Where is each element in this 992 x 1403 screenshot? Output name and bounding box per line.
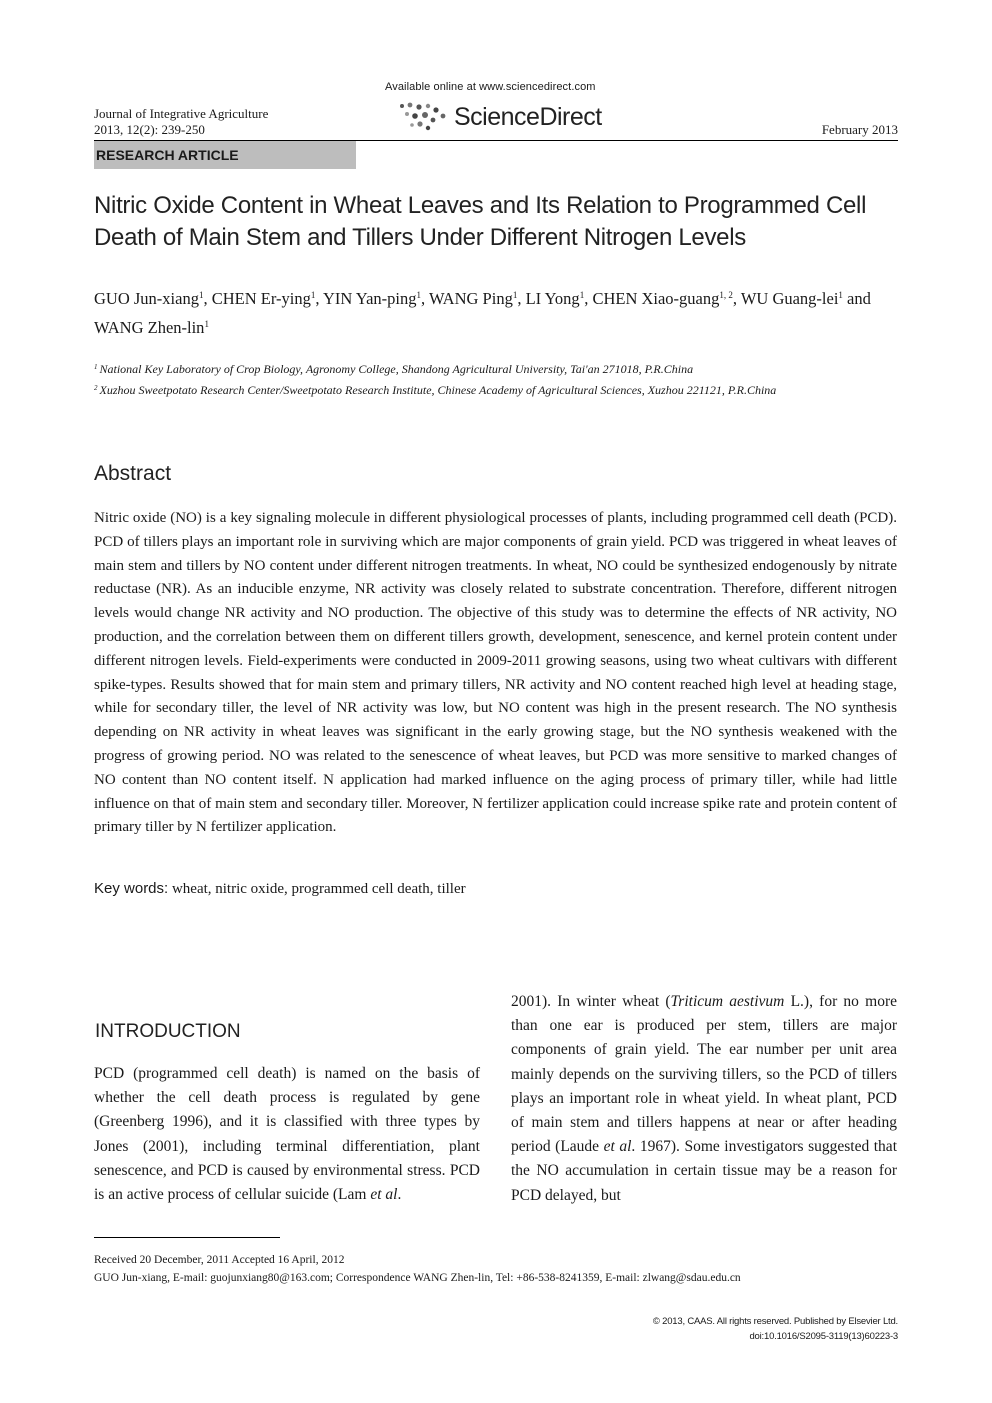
author-name: WU Guang-lei — [740, 289, 839, 308]
copyright-notice: © 2013, CAAS. All rights reserved. Published by Elsevier Ltd. — [652, 1316, 898, 1327]
author-name: CHEN Er-ying — [211, 289, 311, 308]
introduction-left-column — [94, 1062, 480, 1207]
text-run: PCD (programmed cell death) is named on the basis of whether the cell death process is regulated by gene (Greenberg 1996), and it is classified with three types by Jones (2001), including terminal differentiation, plant senescence, and PCD is caused by environmental stress. PCD is an active process of cellular suicide (Lam — [94, 1065, 480, 1204]
article-title: Nitric Oxide Content in Wheat Leaves and Its Relation to Programmed Cell Death of Main Stem and Tillers Under Different Nitrogen Levels — [94, 192, 867, 251]
affiliation-number: 2 — [94, 384, 98, 392]
affiliation-text: Xuzhou Sweetpotato Research Center/Sweetpotato Research Institute, Chinese Academy of Agricultural Sciences, Xuzhou 221121, P.R.China — [99, 383, 777, 397]
author-affiliation-mark: 1 — [198, 290, 204, 300]
author-name: CHEN Xiao-guang — [592, 289, 720, 308]
author-affiliation-mark: 1, 2 — [719, 290, 733, 300]
affiliation-1 — [94, 362, 900, 377]
author-affiliation-mark: 1 — [204, 319, 209, 329]
author-name: WANG Ping — [428, 289, 513, 308]
introduction-heading: INTRODUCTION — [95, 1021, 241, 1042]
abstract-text: Nitric oxide (NO) is a key signaling molecule in different physiological processes of plants, including programmed cell death (PCD). PCD of tillers plays an important role in surviving which are major components of grain yield. PCD was triggered in wheat leaves of main stem and tillers by NO content under different nitrogen treatments. In wheat, NO could be synthesized endogenously by nitrate reductase (NR). As an inducible enzyme, NR activity was closely related to substrate concentration. Therefore, different nitrogen levels would change NR activity and NO production. The objective of this study was to determine the effects of NR activity, NO production, and the correlation between them on different tillers growth, development, senescence, and kernel protein content under different nitrogen levels. Field-experiments were conducted in 2009-2011 growing seasons, using two wheat cultivars with different spike-types. Results showed that for main stem and primary tillers, NR activity and NO content reached high level at heading stage, while for secondary tiller, the level of NR activity was low, but NO content was high in the present research. The NO synthesis depending on NR activity in wheat leaves was significant in the early growing stage, but the NO synthesis weakened with the progress of growing period. NO was related to the senescence of wheat leaves, but PCD was more sensitive to marked changes of NO content than NO content itself. N application had marked influence on the aging process of primary tiller, while had little influence on that of main stem and secondary tiller. Moreover, N fertilizer application could increase spike rate and protein content of primary tiller by N fertilizer application. — [94, 510, 897, 836]
keywords-list: wheat, nitric oxide, programmed cell death, tiller — [171, 881, 466, 897]
introduction-right-column — [511, 990, 897, 1208]
text-run: . — [397, 1186, 402, 1204]
article-type-banner — [94, 141, 356, 169]
journal-citation — [94, 106, 268, 138]
italic-text: et al — [603, 1138, 632, 1156]
author-affiliation-mark: 1 — [579, 290, 585, 300]
keywords-label: Key words: — [94, 880, 169, 897]
author-name: LI Yong — [525, 289, 580, 308]
article-type-label: RESEARCH ARTICLE — [96, 147, 239, 163]
sciencedirect-dots-icon — [398, 101, 448, 133]
journal-name: Journal of Integrative Agriculture — [94, 106, 269, 121]
doi: doi:10.1016/S2095-3119(13)60223-3 — [749, 1331, 898, 1342]
author-list: GUO Jun-xiang$^1$, CHEN Er-ying$^1$, YIN Yan-ping$^1$, WANG Ping$^1$, LI Yong$^1$, CHEN Xiao-guang$^{1, 2}$, WU Guang-lei$^1$ and WANG Zhen-lin$^1$ — [94, 289, 871, 337]
abstract-heading: Abstract — [94, 462, 172, 485]
sciencedirect-logo[interactable] — [398, 100, 602, 134]
keywords — [94, 880, 466, 898]
author-affiliation-mark: 1 — [310, 290, 316, 300]
affiliation-number: 1 — [94, 363, 98, 371]
author-affiliation-mark: 1 — [838, 290, 843, 300]
affiliation-2 — [94, 383, 900, 398]
italic-text: Triticum aestivum — [670, 993, 785, 1010]
text-run: 2001). In winter wheat ( — [511, 993, 671, 1010]
author-affiliation-mark: 1 — [512, 290, 518, 300]
issue-date: February 2013 — [821, 122, 898, 137]
text-run: . 1967). Some investigators suggested that the NO accumulation in certain tissue may be a reason for PCD delayed, but — [511, 1138, 897, 1204]
author-affiliation-mark: 1 — [416, 290, 421, 300]
text-run: L.), for no more than one ear is produced per stem, tillers are major components of grain yield. The ear number per unit area mainly depends on the surviving tillers, so the PCD of tillers plays an important role in wheat yield. In wheat plant, PCD of main stem and tillers happens at near or after heading period (Laude — [511, 993, 897, 1156]
correspondence-info: GUO Jun-xiang, E-mail: guojunxiang80@163.com; Correspondence WANG Zhen-lin, Tel: +86-538-8241359, E-mail: zlwang@sdau.edu.cn — [94, 1272, 741, 1284]
sciencedirect-wordmark: ScienceDirect — [454, 102, 602, 131]
footnote-rule — [94, 1237, 280, 1238]
available-online-text: Available online at www.sciencedirect.com — [385, 81, 596, 93]
received-accepted-dates: Received 20 December, 2011 Accepted 16 April, 2012 — [94, 1254, 345, 1266]
affiliation-text: National Key Laboratory of Crop Biology, Agronomy College, Shandong Agricultural University, Tai'an 271018, P.R.China — [99, 362, 694, 376]
author-name: WANG Zhen-lin — [94, 318, 205, 337]
italic-text: et al — [370, 1186, 398, 1204]
author-name: YIN Yan-ping — [322, 289, 417, 308]
journal-issue: 2013, 12(2): 239-250 — [94, 122, 205, 137]
author-name: GUO Jun-xiang — [94, 289, 199, 308]
